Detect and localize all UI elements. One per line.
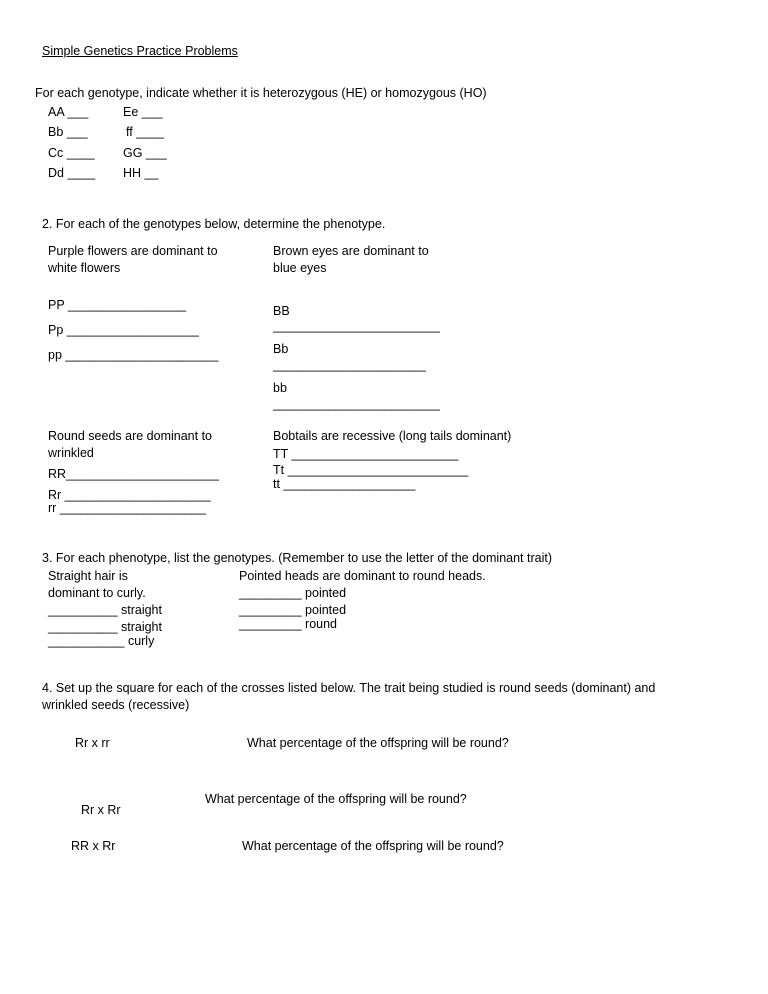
q1-genotype-hh: HH __ [123,166,159,180]
eyes-label-bb-hetero: Bb [273,342,289,356]
q1-genotype-aa: AA ___ [48,105,89,119]
q1-genotype-ff: ff ____ [126,125,165,139]
q1-genotype-gg: GG ___ [123,146,167,160]
flowers-heading-line2: white flowers [48,261,121,275]
heads-heading: Pointed heads are dominant to round heads. [239,569,486,583]
hair-line-2: __________ straight [48,620,162,634]
eyes-heading-line2: blue eyes [273,261,327,275]
eyes-blank-2: ______________________ [273,358,426,372]
hair-heading-line2: dominant to curly. [48,586,146,600]
seeds-line-rr-dominant: RR______________________ [48,467,219,481]
seeds-heading-line2: wrinkled [48,446,94,460]
q1-genotype-cc: Cc ____ [48,146,95,160]
tails-line-tt-dominant: TT ________________________ [273,447,459,461]
seeds-heading-line1: Round seeds are dominant to [48,429,212,443]
cross-3-label: RR x Rr [71,839,116,853]
cross-1-label: Rr x rr [75,736,110,750]
flowers-heading-line1: Purple flowers are dominant to [48,244,218,258]
q1-genotype-ee: Ee ___ [123,105,163,119]
hair-line-3: ___________ curly [48,634,155,648]
eyes-heading-line1: Brown eyes are dominant to [273,244,429,258]
cross-3-question: What percentage of the offspring will be round? [242,839,504,853]
eyes-label-bb-dominant: BB [273,304,290,318]
cross-1-question: What percentage of the offspring will be round? [247,736,509,750]
tails-line-tt-hetero: Tt __________________________ [273,463,469,477]
q2-prompt: 2. For each of the genotypes below, determine the phenotype. [42,217,386,231]
heads-line-3: _________ round [239,617,338,631]
q1-prompt: For each genotype, indicate whether it is heterozygous (HE) or homozygous (HO) [35,86,487,100]
eyes-blank-3: ________________________ [273,397,440,411]
hair-line-1: __________ straight [48,603,162,617]
q1-genotype-bb: Bb ___ [48,125,88,139]
q3-prompt: 3. For each phenotype, list the genotypes. (Remember to use the letter of the dominant trait) [42,551,552,565]
heads-line-2: _________ pointed [239,603,347,617]
heads-line-1: _________ pointed [239,586,347,600]
tails-line-tt-recessive: tt ___________________ [273,477,416,491]
q4-prompt-line1: 4. Set up the square for each of the crosses listed below. The trait being studied is round seeds (dominant) and [42,681,656,695]
cross-2-question: What percentage of the offspring will be round? [205,792,467,806]
eyes-blank-1: ________________________ [273,319,440,333]
cross-2-label: Rr x Rr [81,803,121,817]
flowers-line-pp-hetero: Pp ___________________ [48,323,199,337]
q1-genotype-dd: Dd ____ [48,166,96,180]
tails-heading: Bobtails are recessive (long tails dominant) [273,429,512,443]
page-title: Simple Genetics Practice Problems [42,44,238,58]
eyes-label-bb-recessive: bb [273,381,287,395]
hair-heading-line1: Straight hair is [48,569,128,583]
seeds-line-rr-recessive: rr _____________________ [48,501,206,515]
flowers-line-pp-recessive: pp ______________________ [48,348,219,362]
seeds-line-rr-hetero: Rr _____________________ [48,488,211,502]
flowers-line-pp-dominant: PP _________________ [48,298,187,312]
q4-prompt-line2: wrinkled seeds (recessive) [42,698,190,712]
